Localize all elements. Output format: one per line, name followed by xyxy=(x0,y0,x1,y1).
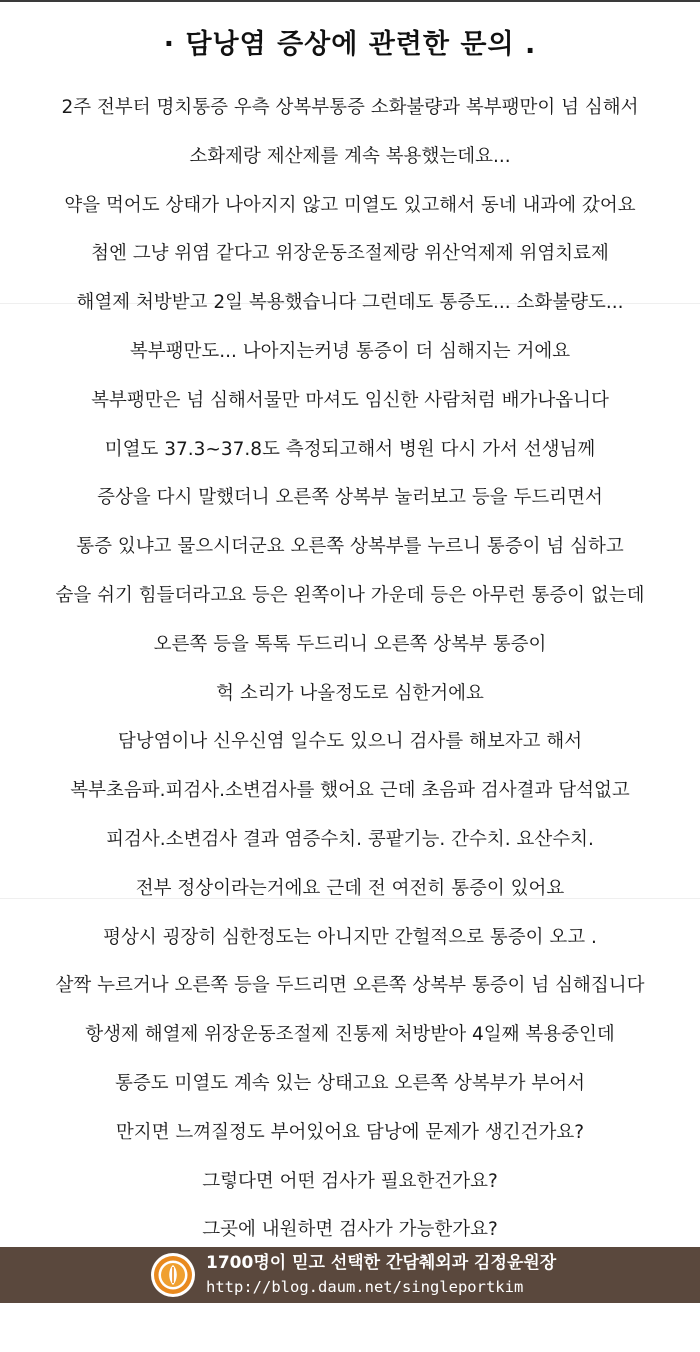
body-line: 복부팽만은 넘 심해서물만 마셔도 임신한 사람처럼 배가나옵니다 xyxy=(91,389,609,411)
body-line: 담낭염이나 신우신염 일수도 있으니 검사를 해보자고 해서 xyxy=(117,731,583,753)
footer-text xyxy=(206,1251,676,1299)
body-line: 그렇다면 어떤 검사가 필요한건가요? xyxy=(202,1170,498,1192)
body-line: 평상시 굉장히 심한정도는 아니지만 간헐적으로 통증이 오고 . xyxy=(103,926,597,948)
body-line: 오른쪽 등을 톡톡 두드리니 오른쪽 상복부 통증이 xyxy=(153,633,547,655)
body-line: 2주 전부터 명치통증 우측 상복부통증 소화불량과 복부팽만이 넘 심해서 xyxy=(61,97,639,118)
question-body xyxy=(0,88,700,1259)
body-line: 전부 정상이라는거에요 근데 전 여전히 통증이 있어요 xyxy=(135,877,565,899)
body-line: 항생제 해열제 위장운동조절제 진통제 처방받아 4일째 복용중인데 xyxy=(85,1024,615,1046)
top-border xyxy=(0,0,700,2)
page-title: · 담낭염 증상에 관련한 문의 . xyxy=(163,29,537,60)
body-line: 피검사.소변검사 결과 염증수치. 콩팥기능. 간수치. 요산수치. xyxy=(106,828,594,850)
body-line: 복부팽만도... 나아지는커녕 통증이 더 심해지는 거에요 xyxy=(129,340,571,362)
body-line: 만지면 느껴질정도 부어있어요 담낭에 문제가 생긴건가요? xyxy=(115,1121,585,1143)
body-line: 헉 소리가 나올정도로 심한거에요 xyxy=(216,682,484,704)
footer-blog-link[interactable]: http://blog.daum.net/singleportkim xyxy=(206,1278,524,1296)
body-line: 숨을 쉬기 힘들더라고요 등은 왼쪽이나 가운데 등은 아무런 통증이 없는데 xyxy=(55,584,645,606)
body-line: 해열제 처방받고 2일 복용했습니다 그런데도 통증도... 소화불량도... xyxy=(76,292,624,314)
body-line: 소화제랑 제산제를 계속 복용했는데요... xyxy=(189,145,511,167)
body-line: 살짝 누르거나 오른쪽 등을 두드리면 오른쪽 상복부 통증이 넘 심해집니다 xyxy=(55,975,645,997)
footer-clinic-name: 1700명이 믿고 선택한 간담췌외과 김정윤원장 xyxy=(206,1253,557,1273)
clinic-logo-icon xyxy=(150,1252,196,1298)
body-line: 그곳에 내원하면 검사가 가능한가요? xyxy=(202,1219,498,1241)
footer-banner xyxy=(0,1247,700,1303)
body-line: 약을 먹어도 상태가 나아지지 않고 미열도 있고해서 동네 내과에 갔어요 xyxy=(64,194,636,216)
body-line: 복부초음파.피검사.소변검사를 했어요 근데 초음파 검사결과 담석없고 xyxy=(70,780,630,802)
body-line: 증상을 다시 말했더니 오른쪽 상복부 눌러보고 등을 두드리면서 xyxy=(97,487,603,509)
body-line: 미열도 37.3~37.8도 측정되고해서 병원 다시 가서 선생님께 xyxy=(104,438,596,460)
body-line: 통증 있냐고 물으시더군요 오른쪽 상복부를 누르니 통증이 넘 심하고 xyxy=(76,536,624,558)
body-line: 통증도 미열도 계속 있는 상태고요 오른쪽 상복부가 부어서 xyxy=(114,1072,586,1094)
body-line: 첨엔 그냥 위염 같다고 위장운동조절제랑 위산억제제 위염치료제 xyxy=(91,243,609,265)
